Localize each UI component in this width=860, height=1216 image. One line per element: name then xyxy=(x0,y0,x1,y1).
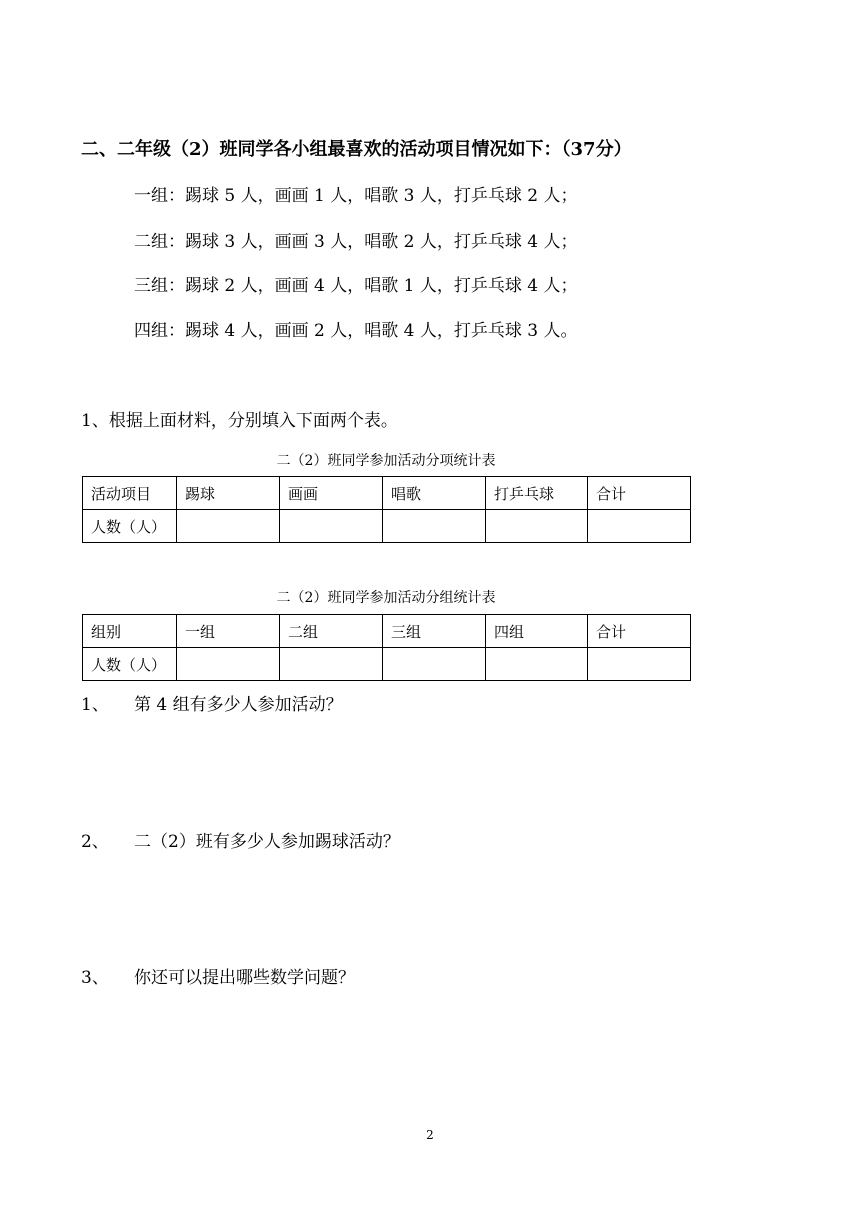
table-header-cell: 打乒乓球 xyxy=(486,477,588,510)
table-header-cell: 合计 xyxy=(588,477,691,510)
table-row xyxy=(83,615,691,648)
group-2-line: 二组：踢球 3 人，画画 3 人，唱歌 2 人，打乒乓球 4 人； xyxy=(134,232,578,252)
question-number: 1、 xyxy=(81,695,109,715)
instruction-text: 1、根据上面材料，分别填入下面两个表。 xyxy=(81,411,398,431)
answer-cell[interactable] xyxy=(588,648,691,681)
group-stat-table xyxy=(82,614,691,681)
answer-cell[interactable] xyxy=(588,510,691,543)
answer-cell[interactable] xyxy=(486,648,588,681)
table2-caption: 二（2）班同学参加活动分组统计表 xyxy=(276,590,496,606)
question-text: 二（2）班有多少人参加踢球活动？ xyxy=(134,832,400,852)
answer-cell[interactable] xyxy=(280,648,383,681)
table-header-cell: 合计 xyxy=(588,615,691,648)
table-row xyxy=(83,510,691,543)
group-4-line: 四组：踢球 4 人，画画 2 人，唱歌 4 人，打乒乓球 3 人。 xyxy=(134,321,578,341)
row-label-cell: 人数（人） xyxy=(83,510,177,543)
table-header-cell: 活动项目 xyxy=(83,477,177,510)
table-header-cell: 唱歌 xyxy=(383,477,486,510)
question-text: 你还可以提出哪些数学问题？ xyxy=(134,968,355,988)
answer-cell[interactable] xyxy=(383,510,486,543)
row-label-cell: 人数（人） xyxy=(83,648,177,681)
answer-cell[interactable] xyxy=(383,648,486,681)
item-stat-table xyxy=(82,476,691,543)
question-3 xyxy=(81,965,355,991)
table-row xyxy=(83,648,691,681)
table-header-cell: 组别 xyxy=(83,615,177,648)
answer-cell[interactable] xyxy=(177,648,280,681)
group-3-line: 三组：踢球 2 人，画画 4 人，唱歌 1 人，打乒乓球 4 人； xyxy=(134,276,578,296)
answer-cell[interactable] xyxy=(280,510,383,543)
table1-caption: 二（2）班同学参加活动分项统计表 xyxy=(276,453,496,469)
table-header-cell: 三组 xyxy=(383,615,486,648)
table-row xyxy=(83,477,691,510)
page-number: 2 xyxy=(426,1128,434,1142)
question-1 xyxy=(81,692,343,718)
answer-cell[interactable] xyxy=(177,510,280,543)
question-text: 第 4 组有多少人参加活动？ xyxy=(134,695,343,715)
question-number: 3、 xyxy=(81,968,109,988)
group-1-line: 一组：踢球 5 人，画画 1 人，唱歌 3 人，打乒乓球 2 人； xyxy=(134,186,578,206)
table-header-cell: 一组 xyxy=(177,615,280,648)
table-header-cell: 二组 xyxy=(280,615,383,648)
table-header-cell: 踢球 xyxy=(177,477,280,510)
answer-cell[interactable] xyxy=(486,510,588,543)
table-header-cell: 画画 xyxy=(280,477,383,510)
question-2 xyxy=(81,829,400,855)
table-header-cell: 四组 xyxy=(486,615,588,648)
section-heading: 二、二年级（2）班同学各小组最喜欢的活动项目情况如下：（37分） xyxy=(81,139,632,160)
question-number: 2、 xyxy=(81,832,109,852)
